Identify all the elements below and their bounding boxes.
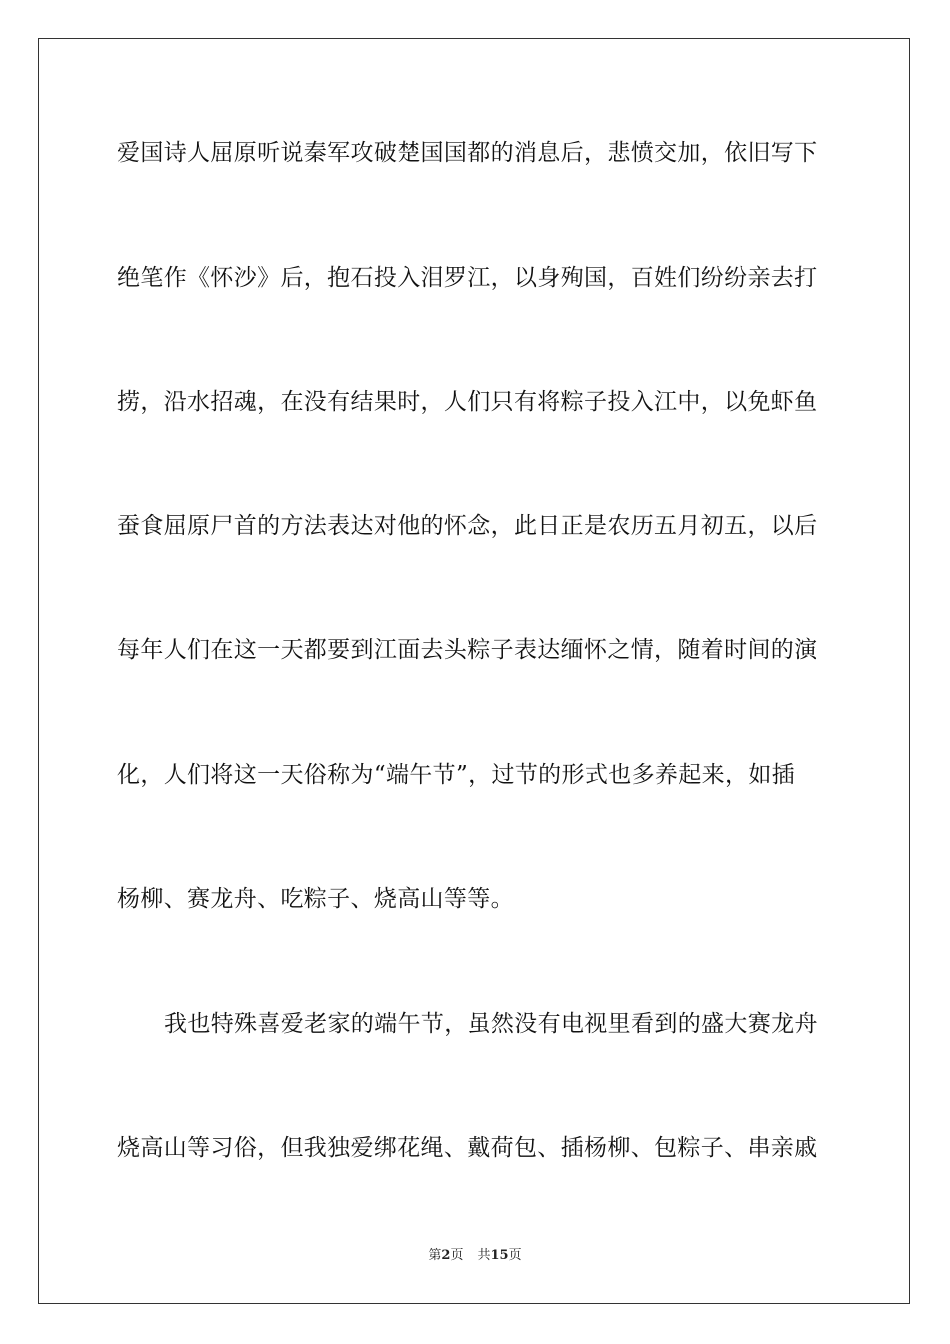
footer-page-prefix: 第	[428, 1248, 442, 1263]
footer-page-number: 2	[441, 1248, 451, 1263]
footer-total-pages: 15	[490, 1248, 509, 1263]
body-line-1: 爱国诗人屈原听说秦军攻破楚国国都的消息后，悲愤交加，依旧写下	[117, 140, 818, 166]
body-line-2: 绝笔作《怀沙》后，抱石投入泪罗江，以身殉国，百姓们纷纷亲去打	[117, 265, 818, 291]
body-line-5: 每年人们在这一天都要到江面去头粽子表达缅怀之情，随着时间的演	[117, 637, 818, 663]
footer-total-prefix: 共	[477, 1248, 491, 1263]
page-border	[38, 38, 910, 1304]
paragraph-2-line-2: 烧高山等习俗，但我独爱绑花绳、戴荷包、插杨柳、包粽子、串亲戚	[117, 1135, 818, 1161]
footer-total-suffix: 页	[508, 1248, 522, 1263]
body-line-7: 杨柳、赛龙舟、吃粽子、烧高山等等。	[117, 886, 514, 912]
page-footer	[0, 1247, 950, 1265]
body-line-6: 化，人们将这一天俗称为“端午节”，过节的形式也多养起来，如插	[117, 762, 796, 788]
footer-page-suffix: 页	[450, 1248, 464, 1263]
paragraph-2-line-1: 我也特殊喜爱老家的端午节，虽然没有电视里看到的盛大赛龙舟	[164, 1011, 818, 1037]
body-line-4: 蚕食屈原尸首的方法表达对他的怀念，此日正是农历五月初五，以后	[117, 513, 818, 539]
body-line-3: 捞，沿水招魂，在没有结果时，人们只有将粽子投入江中，以免虾鱼	[117, 389, 818, 415]
